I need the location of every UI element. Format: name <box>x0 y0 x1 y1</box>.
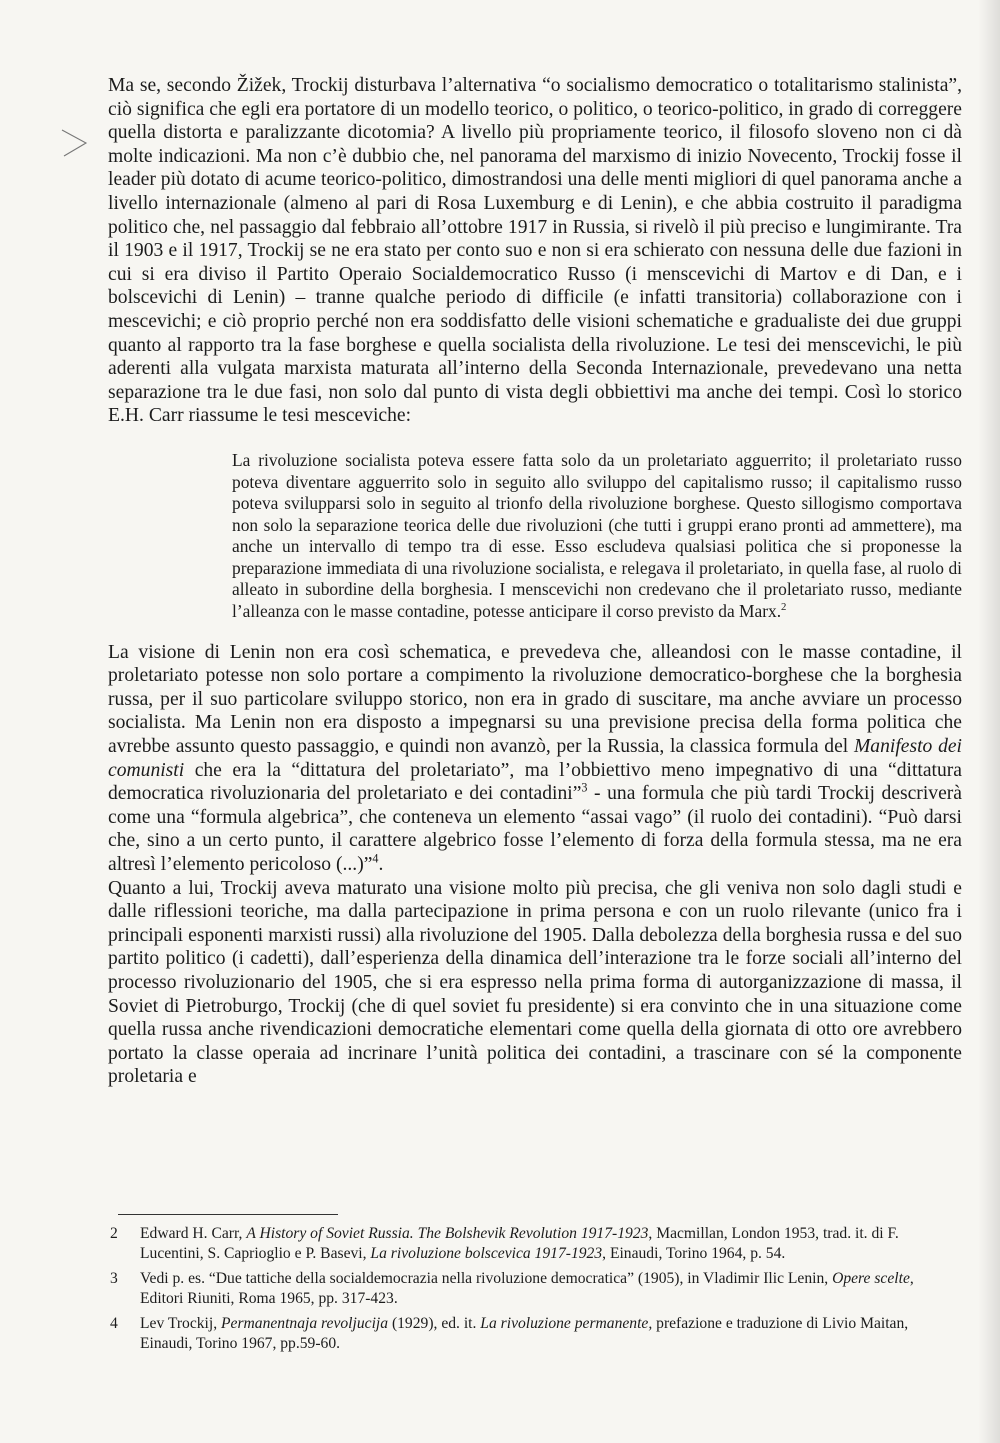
footnote-number: 3 <box>110 1270 118 1287</box>
footnote-ref-3[interactable]: 3 <box>581 780 588 795</box>
footnote-ref-4[interactable]: 4 <box>372 851 379 866</box>
footnotes <box>110 1224 960 1359</box>
pencil-angle-mark-icon <box>58 126 92 160</box>
footnote-ref-2[interactable]: 2 <box>781 601 787 614</box>
footnote-text-part: prefazione e traduzione di Livio Maitan, Einaudi, Torino 1967, pp.59-60. <box>140 1315 909 1352</box>
book-title: Permanentnaja revoljucija <box>221 1315 389 1332</box>
block-quote <box>232 450 962 623</box>
document-page <box>108 74 962 1089</box>
footnote-separator <box>118 1214 338 1215</box>
footnote-number: 4 <box>110 1315 118 1332</box>
footnote-text <box>140 1269 960 1308</box>
book-title: A History of Soviet Russia. The Bolshevik Revolution 1917-1923 <box>246 1225 649 1242</box>
footnote-text-part: , Einaudi, Torino 1964, p. 54. <box>602 1244 786 1262</box>
footnote-number: 2 <box>110 1225 118 1242</box>
footnote-text-part: , Macmillan, London 1953, trad. it. di F. Lucentini, S. Caprioglio e P. Basevi, <box>140 1225 899 1262</box>
book-title: La rivoluzione bolscevica 1917-1923 <box>370 1244 603 1262</box>
footnote-3 <box>110 1269 960 1308</box>
manifesto-title: Manifesto dei comunisti <box>108 736 963 781</box>
footnote-2 <box>110 1224 960 1263</box>
book-title: Opere scelte <box>832 1270 910 1287</box>
paragraph-1: Ma se, secondo Žižek, Trockij disturbava l’alternativa “o socialismo democratico o totalitarismo stalinista”, ciò significa che egli era portatore di un modello teorico, o politico, o teorico-politico, in grado di correggere quella distorta e paralizzante dicotomia? A livello più propriamente teorico, il filosofo sloveno non ci dà molte indicazioni. Ma non c’è dubbio che, nel panorama del marxismo di inizio Novecento, Trockij fosse il leader più dotato di acume teorico-politico, dimostrandosi una delle menti migliori di quel panorama anche a livello internazionale (almeno al pari di Rosa Luxemburg e di Lenin), e che abbia costruito il paradigma politico che, nel passaggio dal febbraio all’ottobre 1917 in Russia, si rivelò il più preciso e lungimirante. Tra il 1903 e il 1917, Trockij se ne era stato per conto suo e non si era schierato con nessuna delle due fazioni in cui si era diviso il Partito Operaio Socialdemocratico Russo (i menscevichi di Martov e di Dan, e i bolscevichi di Lenin) – tranne qualche periodo di difficile (e infatti transitoria) collaborazione con i mescevichi; e ciò proprio perché non era soddisfatto delle visioni schematiche e gradualiste dei due gruppi quanto al rapporto tra la fase borghese e quella socialista della rivoluzione. Le tesi dei menscevichi, le più aderenti alla vulgata marxista maturata all’interno della Seconda Internazionale, prevedevano una netta separazione tra le due fasi, non solo dal punto di vista degli obbiettivi ma anche dei tempi. Così lo storico E.H. Carr riassume le tesi mesceviche: <box>108 75 962 427</box>
footnote-4 <box>110 1314 960 1353</box>
quote-text: La rivoluzione socialista poteva essere fatta solo da un proletariato agguerrito; il proletariato russo poteva diventare agguerrito solo in seguito allo sviluppo del capitalismo russo; il capitalismo russo poteva svilupparsi solo in seguito al trionfo della rivoluzione borghese. Questo sillogismo comportava non solo la separazione teorica delle due rivoluzioni (che tutti i gruppi erano pronti ad ammettere), ma anche un intervallo di tempo tra di esse. Esso escludeva qualsiasi politica che si proponesse la preparazione immediata di una rivoluzione socialista, e relegava il proletariato, in quella fase, al ruolo di alleato in subordine della borghesia. I menscevichi non credevano che il proletariato russo, mediante l’alleanza con le masse contadine, potesse anticipare il corso previsto da Marx. <box>232 449 962 622</box>
footnote-text-part: (1929), ed. it. <box>388 1315 481 1332</box>
paragraph-2 <box>108 641 962 877</box>
paragraph-2-end: . <box>378 854 384 875</box>
footnote-text <box>140 1224 960 1263</box>
paragraph-2-part-a: La visione di Lenin non era così schematica, e prevedeva che, alleandosi con le masse contadine, il proletariato potesse non solo portare a compimento la rivoluzione democratico-borghese che la borghesia russa, per il suo particolare sviluppo storico, non era in grado di suscitare, ma anche avviare un processo socialista. Ma Lenin non era disposto a impegnarsi su una previsione precisa della forma politica che avrebbe assunto questo passaggio, e quindi non avanzò, per la Russia, la classica formula del <box>108 641 962 758</box>
body-text <box>108 74 962 1089</box>
book-title: La rivoluzione permanente, <box>480 1315 653 1332</box>
footnote-text-part: Lev Trockij, <box>140 1315 222 1332</box>
footnote-text-part: Edward H. Carr, <box>140 1225 247 1242</box>
paragraph-2-part-c: - una formula che più tardi Trockij descriverà come una “formula algebrica”, che conteneva un elemento “assai vago” (il ruolo dei contadini). “Può darsi che, sino a un certo punto, il carattere algebrico fosse l’elemento di forza della formula stessa, ma ne era altresì l’elemento pericoloso (...)” <box>108 783 962 875</box>
footnote-text-part: Vedi p. es. “Due tattiche della socialdemocrazia nella rivoluzione democratica” (1905), in Vladimir Ilic Lenin, <box>140 1270 833 1287</box>
footnote-text <box>140 1314 960 1353</box>
footnote-text-part: , Editori Riuniti, Roma 1965, pp. 317-423. <box>140 1270 914 1307</box>
paragraph-2-part-b: che era la “dittatura del proletariato”, ma l’obbiettivo meno impegnativo di una “dittatura democratica rivoluzionaria del proletariato e dei contadini” <box>108 759 962 805</box>
page-edge-shadow <box>978 0 1000 1443</box>
paragraph-3: Quanto a lui, Trockij aveva maturato una visione molto più precisa, che gli veniva non solo dagli studi e dalle riflessioni teoriche, ma dalla partecipazione in prima persona e con un ruolo rilevante (unico fra i principali esponenti marxisti russi) alla rivoluzione del 1905. Dalla debolezza della borghesia russa e del suo partito politico (i cadetti), dall’esperienza della dinamica dell’interazione tra le forze sociali all’interno del processo rivoluzionario del 1905, che si era espresso nella prima forma di autorganizzazione di massa, il Soviet di Pietroburgo, Trockij (che di quel soviet fu presidente) si era convinto che in una situazione come quella russa anche rivendicazioni democratiche elementari come quella della giornata di otto ore avrebbero portato la classe operaia ad incrinare l’unità politica dei contadini, a trascinare con sé la componente proletaria e <box>108 877 962 1088</box>
